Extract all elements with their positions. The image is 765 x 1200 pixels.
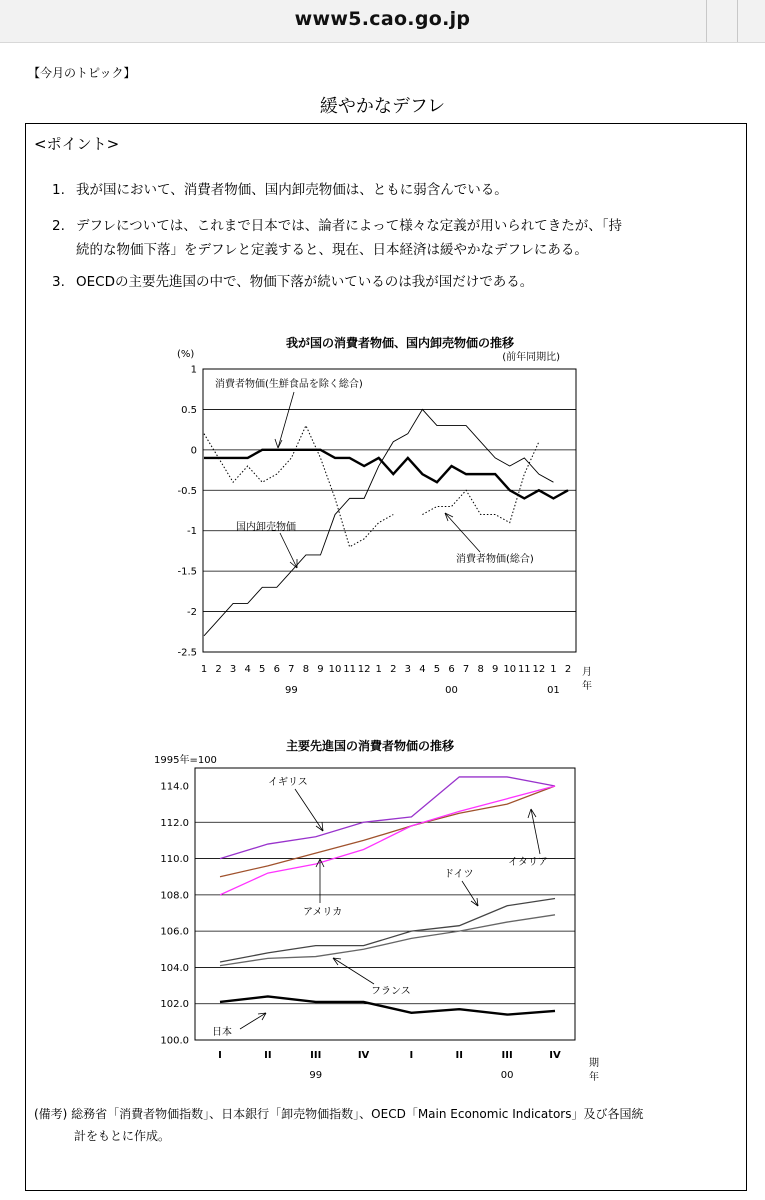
- c2-xtick-label: III: [501, 1050, 513, 1061]
- c1-xtick-label: 4: [419, 664, 426, 675]
- chart2-annotation-germany: ドイツ: [444, 869, 474, 880]
- chart1-annotation-arrow: [278, 392, 294, 448]
- chart2-annotation-arrow: [333, 958, 374, 984]
- chart1-xlabel-year: 年: [582, 681, 592, 692]
- c2-ytick-label: 104.0: [160, 962, 189, 974]
- c2-ytick-label: 108.0: [160, 890, 189, 902]
- c1-ytick-label: -1.5: [177, 566, 197, 578]
- c1-series-line: [204, 450, 568, 499]
- c2-ytick-label: 112.0: [160, 817, 189, 829]
- point-text-line1: デフレについては、これまで日本では、論者によって様々な定義が用いられてきたが、「持: [76, 218, 622, 234]
- point-number: 1.: [52, 182, 65, 198]
- source-note-line2: 計をもとに作成。: [74, 1129, 171, 1143]
- c1-xtick-label: 10: [503, 664, 517, 675]
- c2-ytick-label: 102.0: [160, 999, 189, 1011]
- c1-ytick-label: 0.5: [181, 404, 197, 416]
- chart1-title: 我が国の消費者物価、国内卸売物価の推移: [285, 336, 515, 350]
- chart1-ylabel: (%): [177, 349, 195, 360]
- points-header: <ポイント>: [34, 135, 120, 153]
- c2-xtick-label: III: [310, 1050, 322, 1061]
- c2-ytick-label: 114.0: [160, 781, 189, 793]
- chart2-annotation-arrow: [462, 881, 478, 906]
- c1-xtick-label: 2: [564, 664, 572, 675]
- c2-year-label: 99: [309, 1070, 323, 1081]
- c1-xtick-label: 10: [328, 664, 342, 675]
- chart2-annotation-italy: イタリア: [508, 857, 548, 868]
- c1-ytick-label: -1: [187, 526, 197, 538]
- source-note: [34, 1103, 734, 1147]
- c2-series-line: [220, 786, 555, 895]
- c1-ytick-label: 1: [190, 364, 197, 376]
- c1-xtick-label: 1: [375, 664, 382, 675]
- c1-xtick-label: 12: [532, 664, 546, 675]
- chart1-annotation-arrow: [445, 513, 480, 552]
- chart2-annotation-uk: イギリス: [268, 777, 308, 788]
- page-title: 緩やかなデフレ: [319, 96, 446, 117]
- c1-year-label: 00: [445, 685, 458, 696]
- oecd-cpi-chart: [150, 736, 610, 1096]
- c2-ytick-label: 100.0: [160, 1035, 189, 1047]
- c1-xtick-label: 2: [215, 664, 222, 675]
- point-item: [52, 270, 732, 294]
- topic-label: 【今月のトピック】: [28, 66, 136, 80]
- browser-url-bar[interactable]: [0, 0, 765, 43]
- c1-xtick-label: 4: [244, 664, 251, 675]
- point-item: [52, 214, 732, 262]
- chart2-annotation-arrowhead: [333, 958, 341, 965]
- japan-price-chart: [160, 330, 600, 710]
- point-number: 2.: [52, 218, 65, 234]
- chart2-annotation-usa: アメリカ: [303, 907, 343, 918]
- c1-xtick-label: 7: [462, 664, 470, 675]
- chart2-ylabel: 1995年=100: [154, 755, 217, 766]
- chart1-subtitle: (前年同期比): [502, 352, 560, 363]
- c1-series-line: [422, 442, 538, 523]
- chart2-annotation-arrow: [240, 1013, 266, 1029]
- c2-series-line: [220, 777, 555, 859]
- chart1-annotation-cpi: 消費者物価(総合): [456, 554, 534, 565]
- c1-ytick-label: 0: [190, 445, 197, 457]
- c2-series-line: [220, 996, 555, 1014]
- point-text-line2: 続的な物価下落」をデフレと定義すると、現在、日本経済は緩やかなデフレにある。: [76, 242, 588, 258]
- c2-xtick-label: IV: [549, 1050, 561, 1061]
- c1-xtick-label: 9: [492, 664, 499, 675]
- point-text: OECDの主要先進国の中で、物価下落が続いているのは我が国だけである。: [76, 274, 534, 290]
- c2-xtick-label: I: [218, 1050, 222, 1061]
- c1-xtick-label: 1: [550, 664, 557, 675]
- chart1-plot-frame: [203, 369, 576, 652]
- chart1-annotation-arrowhead: [275, 439, 282, 448]
- c1-ytick-label: -2.5: [177, 647, 197, 659]
- c1-xtick-label: 11: [517, 664, 531, 675]
- chart1-annotation-core-cpi: 消費者物価(生鮮食品を除く総合): [215, 379, 363, 390]
- url-text[interactable]: www5.cao.go.jp: [294, 8, 471, 30]
- chart1-annotation-wpi: 国内卸売物価: [236, 522, 296, 533]
- chart2-xlabel-period: 期: [589, 1058, 599, 1069]
- chart2-annotation-japan: 日本: [212, 1027, 232, 1038]
- c1-xtick-label: 5: [259, 664, 266, 675]
- c1-xtick-label: 8: [477, 664, 484, 675]
- c1-xtick-label: 8: [302, 664, 310, 675]
- c1-xtick-label: 2: [390, 664, 397, 675]
- c2-ytick-label: 106.0: [160, 926, 189, 938]
- c2-xtick-label: II: [264, 1050, 272, 1061]
- c1-xtick-label: 1: [200, 664, 208, 675]
- chart1-xlabel-month: 月: [582, 667, 592, 678]
- chart2-xlabel-year: 年: [589, 1072, 599, 1083]
- c2-year-label: 00: [500, 1070, 514, 1081]
- chart2-title: 主要先進国の消費者物価の推移: [285, 739, 455, 753]
- c2-xtick-label: I: [409, 1050, 414, 1061]
- chart2-annotation-france: フランス: [371, 986, 411, 997]
- c1-xtick-label: 6: [273, 664, 280, 675]
- c1-xtick-label: 11: [343, 664, 356, 675]
- c1-series-line: [204, 426, 393, 547]
- toolbar-divider: [737, 0, 738, 42]
- chart2-annotation-arrowhead: [471, 898, 478, 906]
- c1-year-label: 99: [284, 685, 298, 696]
- point-number: 3.: [52, 274, 65, 290]
- c1-xtick-label: 9: [317, 664, 324, 675]
- c1-ytick-label: -2: [187, 607, 197, 619]
- c2-xtick-label: II: [455, 1050, 464, 1061]
- c2-xtick-label: IV: [357, 1050, 370, 1061]
- c1-xtick-label: 6: [448, 664, 455, 675]
- c1-xtick-label: 5: [433, 664, 441, 675]
- chart2-annotation-arrow: [295, 789, 323, 831]
- c1-year-label: 01: [547, 685, 560, 696]
- c1-xtick-label: 12: [357, 664, 371, 675]
- c1-xtick-label: 7: [288, 664, 295, 675]
- c2-ytick-label: 110.0: [160, 854, 189, 866]
- chart1-annotation-arrow: [280, 533, 297, 568]
- c2-series-line: [220, 915, 555, 966]
- toolbar-divider: [706, 0, 707, 42]
- c1-xtick-label: 3: [229, 664, 237, 675]
- point-item: [52, 178, 732, 202]
- c1-xtick-label: 3: [404, 664, 412, 675]
- c2-series-line: [220, 898, 555, 962]
- point-text: 我が国において、消費者物価、国内卸売物価は、ともに弱含んでいる。: [76, 182, 508, 198]
- source-note-line1: (備考) 総務省「消費者物価指数」、日本銀行「卸売物価指数」、OECD「Main Economic Indicators」及び各国統: [34, 1107, 644, 1121]
- c1-ytick-label: -0.5: [177, 485, 197, 497]
